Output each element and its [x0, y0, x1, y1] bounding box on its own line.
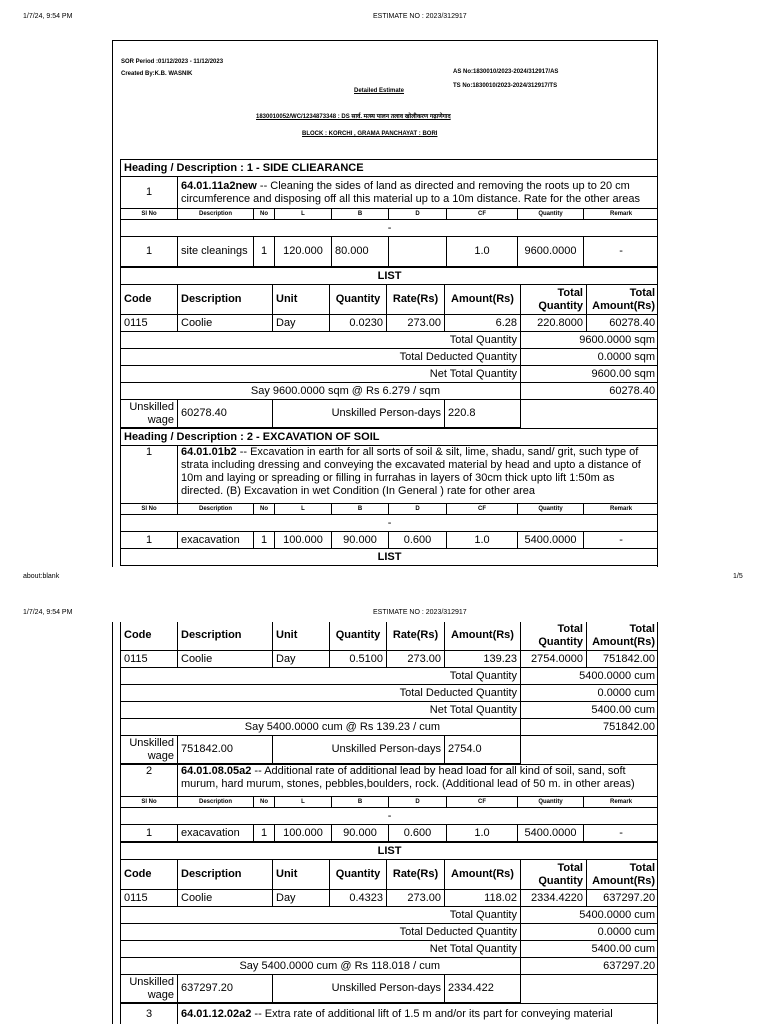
col-rate: Rate(Rs): [387, 285, 445, 315]
l-code: 0115: [121, 315, 178, 332]
col-cf: CF: [447, 209, 518, 220]
heading-2-table: [120, 428, 658, 566]
heading-2-title: Heading / Description : 2 - EXCAVATION OF SOIL: [121, 429, 659, 446]
heading-2-list-table: Code Description Unit Quantity Rate(Rs) Amount(Rs) Total Quantity Total Amount(Rs) 0115 Coolie Day 0.5100 273.00 139.23 2754.0000 751842.00 Total Quantity 5400.0000 cum Total Deducted Quantity 0.0000 cum Net Total Quantity 5400.00 cum Say 5400.0000 cum @ Rs 139.23 / cum 751842.00 Unskilled wage 751842.00 Unskilled Person-days 2754.0: [120, 622, 658, 764]
list-header-row: Code Description Unit Quantity Rate(Rs) Amount(Rs) Total Quantity Total Amount(Rs): [121, 860, 659, 890]
list-label: LIST: [121, 549, 659, 566]
block-label: BLOCK : KORCHI , GRAMA PANCHAYAT : BORI: [302, 131, 438, 137]
m-sl: 1: [121, 237, 178, 267]
m-cf: 1.0: [447, 237, 518, 267]
print-datetime: 1/7/24, 9:54 PM: [23, 13, 73, 20]
list-header-row: Code Description Unit Quantity Rate(Rs) Amount(Rs) Total Quantity Total Amount(Rs): [121, 622, 659, 651]
col-amount: Amount(Rs): [445, 285, 521, 315]
col-total-amount: Total Amount(Rs): [587, 285, 659, 315]
col-remark: Remark: [584, 209, 659, 220]
col-unit: Unit: [273, 285, 330, 315]
item-sl: 3: [121, 1004, 178, 1024]
item-text: -- Excavation in earth for all sorts of soil & silt, lime, shadu, sand/ grit, such type of strata including dressing and conveying the excavated material by head and upto a distance of 10m and laying or spreading or filling in furrahas in layers of 30cm thick upto lift 1:50m as directed. (B) Excavation in wet Condition (In General ) rate for other area: [181, 446, 641, 497]
measure-header-row: Sl No Description No L B D CF Quantity Remark: [121, 504, 659, 515]
net-total-value: 9600.00 sqm: [521, 366, 659, 383]
wage-row: Unskilled wage 637297.20 Unskilled Person-days 2334.422: [121, 975, 659, 1003]
estimate-page-2: [112, 622, 658, 1024]
days-label: Unskilled Person-days: [273, 400, 445, 428]
col-quantity: Quantity: [518, 209, 584, 220]
item-sl: 1: [121, 446, 178, 504]
list-row: [121, 315, 659, 332]
m-l: 120.000: [275, 237, 332, 267]
ts-number: TS No:1830010/2023-2024/312917/TS: [453, 83, 558, 89]
item-description: [178, 446, 659, 504]
detailed-estimate-label: Detailed Estimate: [354, 88, 405, 94]
wage-label: Unskilled wage: [121, 400, 178, 428]
measure-row: 1 exacavation 1 100.000 90.000 0.600 1.0 5400.0000 -: [121, 825, 659, 842]
say-rate: Say 5400.0000 cum @ Rs 118.018 / cum: [121, 958, 521, 975]
wage-row: [121, 400, 659, 428]
item-sl: 2: [121, 765, 178, 797]
measure-header-row: Sl No Description No L B D CF Quantity Remark: [121, 797, 659, 808]
say-amount: 60278.40: [521, 383, 659, 400]
as-number: AS No:1830010/2023-2024/312917/AS: [453, 69, 559, 75]
total-qty-value: 9600.0000 sqm: [521, 332, 659, 349]
total-qty-label: Total Quantity: [121, 332, 521, 349]
l-unit: Day: [273, 315, 330, 332]
col-l-description: Description: [178, 285, 273, 315]
say-rate: Say 9600.0000 sqm @ Rs 6.279 / sqm: [121, 383, 521, 400]
item-code: 64.01.12.02a2: [181, 1008, 252, 1020]
measure-row: 1 exacavation 1 100.000 90.000 0.600 1.0 5400.0000 -: [121, 532, 659, 549]
l-qty: 0.0230: [330, 315, 387, 332]
m-remark: -: [584, 237, 659, 267]
item-2-list-table: LIST Code Description Unit Quantity Rate(Rs) Amount(Rs) Total Quantity Total Amount(Rs) 0115 Coolie Day 0.4323 273.00 118.02 2334.4220 637297.20 Total Quantity 5400.0000 cum Total Deducted Quantity 0.0000 cum Net Total Quantity 5400.00 cum Say 5400.0000 cum @ Rs 118.018 / cum 637297.20 Unskilled wage 637297.20 Unskilled Person-days 2334.422: [120, 842, 658, 1003]
dash-row: -: [121, 808, 659, 825]
l-rate: 273.00: [387, 315, 445, 332]
col-sl-no: Sl No: [121, 209, 178, 220]
col-d: D: [389, 209, 447, 220]
list-header-row: [121, 285, 659, 315]
heading-1-title: Heading / Description : 1 - SIDE CLIEARANCE: [121, 160, 659, 177]
item-description: [178, 177, 659, 209]
sor-period: SOR Period :01/12/2023 - 11/12/2023: [121, 59, 224, 65]
list-label: LIST: [121, 843, 659, 860]
heading-1-list-table: [120, 267, 658, 428]
heading-1-table: [120, 159, 658, 267]
measure-row: [121, 237, 659, 267]
m-d: [389, 237, 447, 267]
item-description: [178, 1004, 659, 1024]
estimate-page-1: [112, 40, 658, 567]
col-b: B: [332, 209, 389, 220]
print-datetime-2: 1/7/24, 9:54 PM: [23, 609, 73, 616]
total-deducted-value: 0.0000 sqm: [521, 349, 659, 366]
m-no: 1: [254, 237, 275, 267]
col-code: Code: [121, 285, 178, 315]
item-code: 64.01.01b2: [181, 446, 237, 458]
col-total-qty: Total Quantity: [521, 285, 587, 315]
wage-row: Unskilled wage 751842.00 Unskilled Person-days 2754.0: [121, 736, 659, 764]
l-tqty: 220.8000: [521, 315, 587, 332]
total-deducted-label: Total Deducted Quantity: [121, 349, 521, 366]
item-text: -- Additional rate of additional lead by head load for all kind of soil, sand, soft murum, hard murum, stones, pebbles,boulders, rock. (Additional lead of 50 m. in other areas): [181, 765, 635, 790]
item-code: 64.01.08.05a2: [181, 765, 252, 777]
col-l: L: [275, 209, 332, 220]
l-tamt: 60278.40: [587, 315, 659, 332]
item-2-table: [120, 764, 658, 842]
l-amt: 6.28: [445, 315, 521, 332]
created-by: Created By:K.B. WASNIK: [121, 71, 193, 77]
list-row: 0115 Coolie Day 0.5100 273.00 139.23 2754.0000 751842.00: [121, 651, 659, 668]
print-title: ESTIMATE NO : 2023/312917: [373, 13, 467, 20]
item-text: -- Extra rate of additional lift of 1.5 m and/or its part for conveying material: [251, 1008, 613, 1020]
m-qty: 9600.0000: [518, 237, 584, 267]
m-b: 80.000: [332, 237, 389, 267]
dash-row: -: [121, 220, 659, 237]
item-code: 64.01.11a2new: [181, 179, 257, 192]
m-desc: site cleanings: [178, 237, 254, 267]
print-title-2: ESTIMATE NO : 2023/312917: [373, 609, 467, 616]
footer-url: about:blank: [23, 573, 60, 580]
item-sl: 1: [121, 177, 178, 209]
work-title: 1830010052/WC/1234873348 : DS सार्व. मत्स्य पालन तलाव खोलीकरण गढ़ाणेगाद: [256, 114, 451, 120]
col-description: Description: [178, 209, 254, 220]
item-description: [178, 765, 659, 797]
measure-header-row: [121, 209, 659, 220]
item-3-table: [120, 1003, 658, 1024]
l-desc: Coolie: [178, 315, 273, 332]
col-l-quantity: Quantity: [330, 285, 387, 315]
list-row: 0115 Coolie Day 0.4323 273.00 118.02 2334.4220 637297.20: [121, 890, 659, 907]
say-rate: Say 5400.0000 cum @ Rs 139.23 / cum: [121, 719, 521, 736]
net-total-label: Net Total Quantity: [121, 366, 521, 383]
days-value: 220.8: [445, 400, 521, 428]
footer-page: 1/5: [733, 573, 743, 580]
list-label: LIST: [121, 268, 659, 285]
item-text: -- Cleaning the sides of land as directed and removing the roots up to 20 cm circumference and disposing off all this material up to a 10m distance. Rate for the other areas: [181, 179, 640, 205]
col-no: No: [254, 209, 275, 220]
dash-row: -: [121, 515, 659, 532]
wage-value: 60278.40: [178, 400, 273, 428]
